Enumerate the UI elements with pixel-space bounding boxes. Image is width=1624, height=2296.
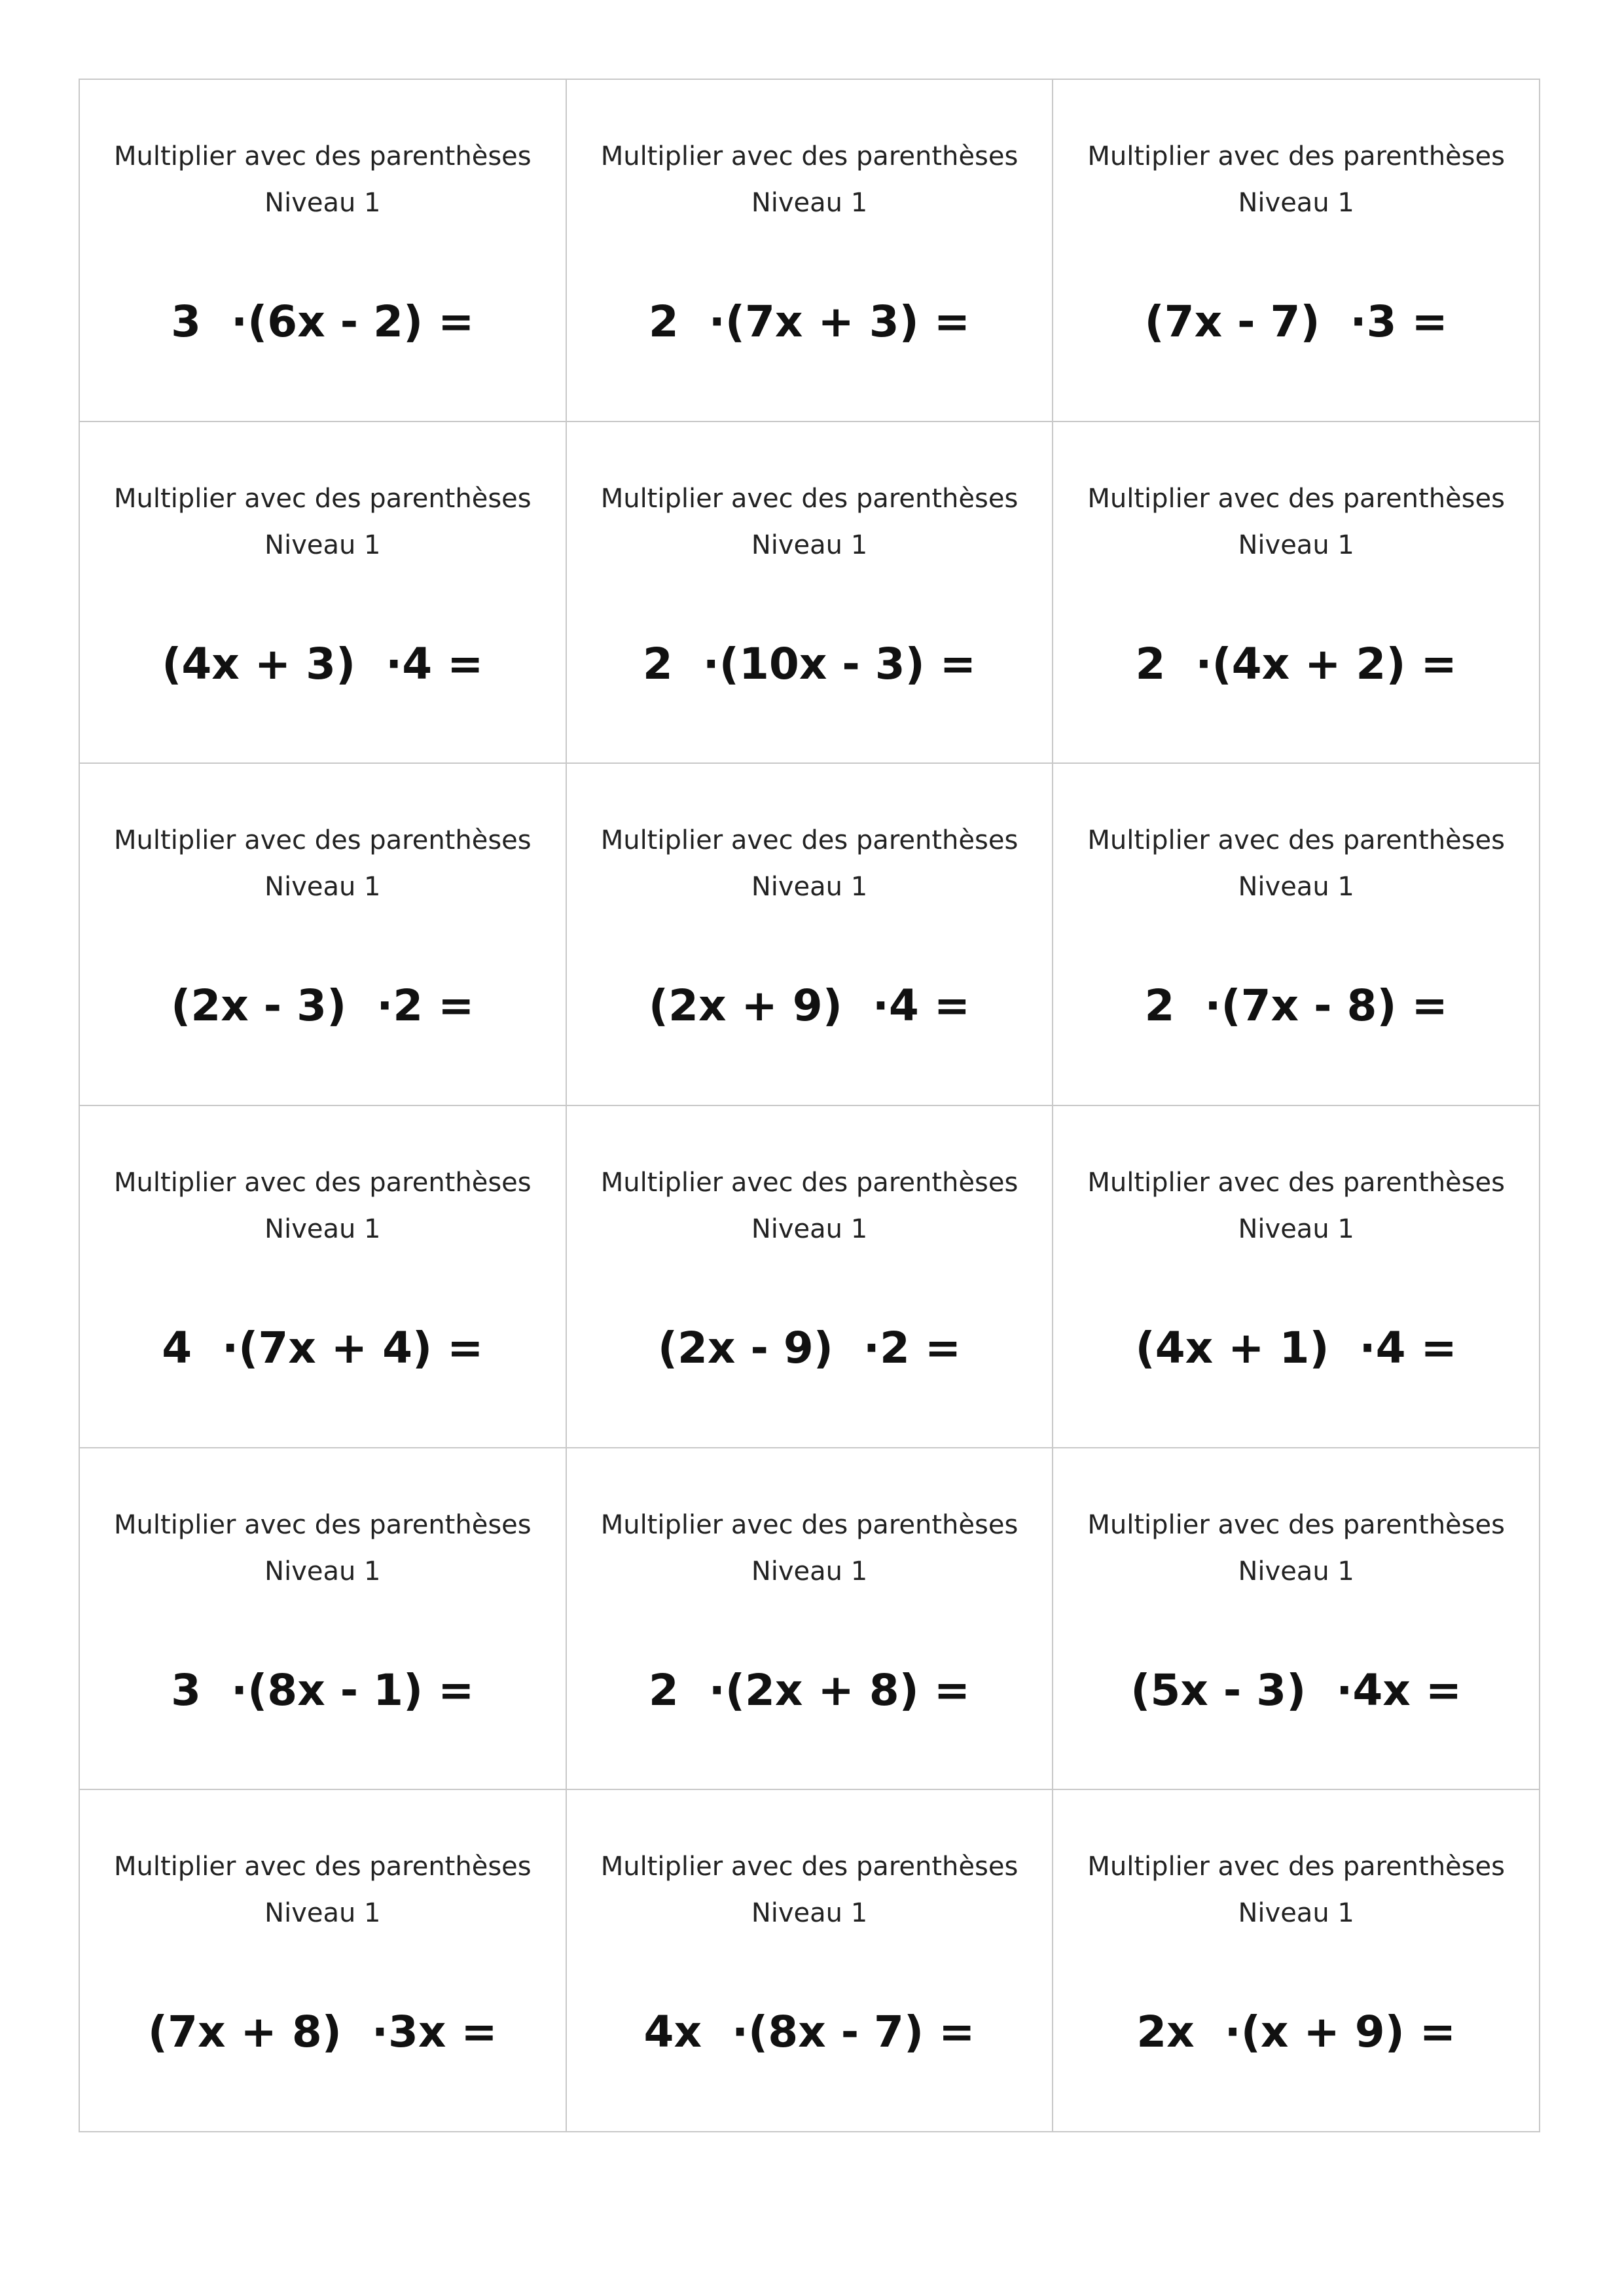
card-title: Multiplier avec des parenthèses (600, 141, 1019, 171)
exercise-card (1053, 1790, 1540, 2132)
card-expression: 4 ·(7x + 4) = (162, 1323, 484, 1373)
exercise-card (80, 1106, 567, 1448)
exercise-card (1053, 1106, 1540, 1448)
card-expression: 2 ·(4x + 2) = (1135, 638, 1457, 689)
card-expression: (4x + 3) ·4 = (162, 638, 484, 689)
card-expression: 3 ·(6x - 2) = (171, 296, 475, 347)
card-title: Multiplier avec des parenthèses (114, 483, 532, 514)
card-expression: 2x ·(x + 9) = (1136, 2007, 1456, 2058)
card-header (567, 1502, 1053, 1595)
card-level: Niveau 1 (264, 1556, 381, 1587)
card-expression: (2x - 9) ·2 = (657, 1323, 962, 1373)
card-sheet (79, 79, 1540, 2132)
card-level: Niveau 1 (264, 1214, 381, 1244)
card-header (80, 1160, 566, 1253)
card-header (1053, 134, 1539, 226)
card-level: Niveau 1 (1238, 1556, 1354, 1587)
card-header (567, 1844, 1053, 1937)
card-title: Multiplier avec des parenthèses (600, 1509, 1019, 1540)
card-expression: (7x - 7) ·3 = (1144, 296, 1448, 347)
card-expression: (2x + 9) ·4 = (648, 980, 971, 1031)
card-level: Niveau 1 (264, 872, 381, 903)
card-header (80, 1844, 566, 1937)
card-level: Niveau 1 (1238, 1214, 1354, 1244)
exercise-card (1053, 422, 1540, 764)
card-title: Multiplier avec des parenthèses (1087, 483, 1505, 514)
card-expression: 2 ·(10x - 3) = (642, 638, 977, 689)
exercise-card (567, 1790, 1054, 2132)
card-expression: 2 ·(2x + 8) = (648, 1664, 971, 1715)
card-header (1053, 1844, 1539, 1937)
card-level: Niveau 1 (1238, 529, 1354, 560)
card-expression: 2 ·(7x - 8) = (1144, 980, 1448, 1031)
card-expression: (2x - 3) ·2 = (171, 980, 475, 1031)
card-title: Multiplier avec des parenthèses (1087, 141, 1505, 171)
exercise-card (1053, 80, 1540, 422)
card-expression: (5x - 3) ·4x = (1130, 1664, 1462, 1715)
card-header (80, 1502, 566, 1595)
exercise-card (567, 1106, 1054, 1448)
exercise-card (567, 1448, 1054, 1791)
card-title: Multiplier avec des parenthèses (114, 1852, 532, 1882)
card-expression: 3 ·(8x - 1) = (171, 1664, 475, 1715)
card-title: Multiplier avec des parenthèses (114, 1509, 532, 1540)
card-header (1053, 817, 1539, 910)
card-header (80, 134, 566, 226)
exercise-card (80, 1448, 567, 1791)
card-level: Niveau 1 (751, 872, 868, 903)
card-level: Niveau 1 (264, 529, 381, 560)
card-level: Niveau 1 (751, 188, 868, 218)
card-level: Niveau 1 (751, 1556, 868, 1587)
card-title: Multiplier avec des parenthèses (114, 825, 532, 856)
card-title: Multiplier avec des parenthèses (114, 141, 532, 171)
exercise-card (567, 764, 1054, 1106)
card-title: Multiplier avec des parenthèses (600, 483, 1019, 514)
exercise-card (80, 422, 567, 764)
exercise-card (567, 80, 1054, 422)
card-level: Niveau 1 (1238, 188, 1354, 218)
card-expression: 4x ·(8x - 7) = (643, 2007, 975, 2058)
card-header (1053, 1160, 1539, 1253)
card-expression: (7x + 8) ·3x = (147, 2007, 497, 2058)
card-level: Niveau 1 (751, 1214, 868, 1244)
exercise-card (567, 422, 1054, 764)
card-header (567, 134, 1053, 226)
card-title: Multiplier avec des parenthèses (600, 825, 1019, 856)
exercise-card (80, 80, 567, 422)
card-title: Multiplier avec des parenthèses (114, 1168, 532, 1198)
card-expression: 2 ·(7x + 3) = (648, 296, 971, 347)
card-level: Niveau 1 (264, 1898, 381, 1929)
card-title: Multiplier avec des parenthèses (600, 1168, 1019, 1198)
card-expression: (4x + 1) ·4 = (1135, 1323, 1457, 1373)
card-level: Niveau 1 (1238, 1898, 1354, 1929)
card-header (80, 817, 566, 910)
card-header (1053, 1502, 1539, 1595)
card-header (80, 476, 566, 569)
exercise-card (80, 1790, 567, 2132)
card-level: Niveau 1 (751, 1898, 868, 1929)
card-level: Niveau 1 (264, 188, 381, 218)
exercise-card (1053, 1448, 1540, 1791)
card-level: Niveau 1 (751, 529, 868, 560)
card-header (1053, 476, 1539, 569)
card-title: Multiplier avec des parenthèses (1087, 825, 1505, 856)
exercise-card (1053, 764, 1540, 1106)
card-level: Niveau 1 (1238, 872, 1354, 903)
card-header (567, 476, 1053, 569)
card-title: Multiplier avec des parenthèses (1087, 1168, 1505, 1198)
card-header (567, 1160, 1053, 1253)
card-title: Multiplier avec des parenthèses (1087, 1852, 1505, 1882)
card-title: Multiplier avec des parenthèses (600, 1852, 1019, 1882)
card-header (567, 817, 1053, 910)
card-title: Multiplier avec des parenthèses (1087, 1509, 1505, 1540)
exercise-card (80, 764, 567, 1106)
